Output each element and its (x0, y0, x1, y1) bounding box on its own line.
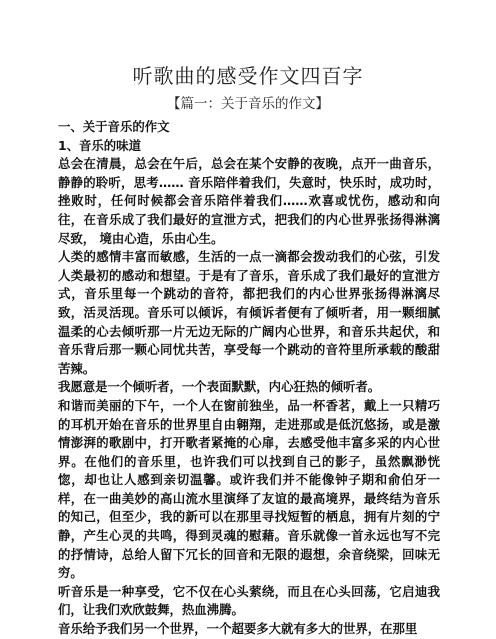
section-heading: 一、关于音乐的作文 (58, 119, 170, 134)
document-title: 听歌曲的感受作文四百字 (132, 64, 364, 88)
paragraph-3: 我愿意是一个倾听者，一个表面默默，内心狂热的倾听者。 (58, 379, 381, 395)
paragraph-6: 音乐给予我们另一个世界，一个超要多大就有多大的世界，在那里 (58, 621, 418, 637)
paragraph-5: 听音乐是一种享受，它不仅在心头萦绕，而且在心头回荡，它启迪我们，让我们欢欣鼓舞，热血沸腾。 (58, 583, 440, 618)
paragraph-2: 人类的感情丰富而敏感，生活的一点一滴都会拨动我们的心弦，引发人类最初的感动和想望。于是有了音乐，音乐成了我们最好的宣泄方式，音乐里每一个跳动的音符，都把我们的内心世界张扬得淋漓尽致，活灵活现。音乐可以倾诉，有倾诉者便有了倾听者，用一颗细腻温柔的心去倾听那一片无边无际的广阔内心世界，和音乐共起伏，和音乐背后那一颗心同忧共苦，享受每一个跳动的音符里所承载的酸甜苦辣。 (58, 249, 440, 376)
subsection-heading: 1、音乐的味道 (58, 137, 141, 153)
document-subtitle: 【篇一：关于音乐的作文】 (167, 96, 329, 112)
paragraph-4: 和谐而美丽的下午，一个人在窗前独坐，品一杯香茗，戴上一只精巧的耳机开始在音乐的世界里自由翱翔，走进那或是低沉悠扬，或是激情澎湃的歌剧中，打开歌者紧掩的心扉，去感受他丰富多采的内心世界。在他们的音乐里，也许我们可以找到自己的影子，虽然飘渺恍惚，却也让人感到亲切温馨。或许我们并不能像钟子期和俞伯牙一样，在一曲美妙的高山流水里演绎了友谊的最高境界，最终结为音乐的知己，但至少，我的新可以在那里寻找短暂的栖息，拥有片刻的宁静，产生心灵的共鸣，得到灵魂的慰藉。音乐就像一首永远也写不完的抒情诗，总给人留下冗长的回音和无限的遐想，余音绕梁，回味无穷。 (58, 397, 440, 581)
paragraph-1: 总会在清晨，总会在午后，总会在某个安静的夜晚，点开一曲音乐，静静的聆听，思考…… 音乐陪伴着我们，失意时，快乐时，成功时，挫败时，任何时候都会音乐陪伴着我们……欢喜或忧伤，感动和向往，在音乐成了我们最好的宣泄方式，把我们的内心世界张扬得淋漓尽致， 境由心造，乐由心生。 (58, 156, 440, 246)
document-body (58, 118, 440, 639)
